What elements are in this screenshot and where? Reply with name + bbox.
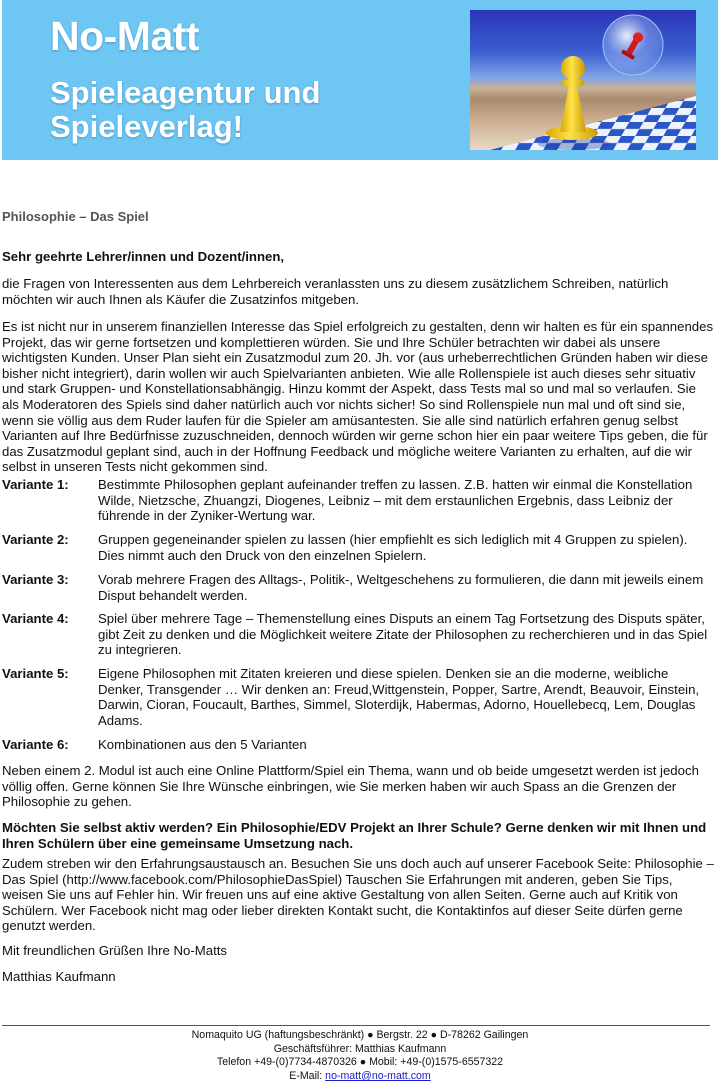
variant-label: Variante 1: — [2, 477, 69, 492]
variant-label: Variante 2: — [2, 532, 69, 547]
footer-email-prefix: E-Mail: — [289, 1070, 326, 1083]
tagline-line-1: Spieleagentur und — [50, 75, 321, 110]
footer — [0, 1029, 720, 1084]
paragraph-intro: die Fragen von Interessenten aus dem Lehrbereich veranlassten uns zu diesem zusätzlichem Schreiben, natürlich möchten wir auch Ihnen als Käufer die Zusatzinfos mitgeben. — [2, 276, 669, 307]
variant-label: Variante 6: — [2, 737, 69, 752]
brand-block — [50, 12, 320, 144]
variant-text: Gruppen gegeneinander spielen zu lassen (hier empfiehlt es sich lediglich mit 4 Gruppen zu spielen). Dies nimmt auch den Druck von den einzelnen Spielern. — [98, 532, 688, 563]
variant-label: Variante 5: — [2, 666, 69, 681]
variant-label: Variante 3: — [2, 572, 69, 587]
variant-text: Kombinationen aus den 5 Varianten — [98, 737, 307, 752]
salutation: Sehr geehrte Lehrer/innen und Dozent/innen, — [2, 249, 285, 264]
variant-text: Bestimmte Philosophen geplant aufeinander treffen zu lassen. Z.B. hatten wir einmal die Konstellation Wilde, Nietzsche, Zhuangzi, Diogenes, Leibniz – mit dem erstaunlichen Ergebnis, dass Leibniz der führende in der Zyniker-Wertung war. — [98, 477, 693, 524]
paragraph-call-to-action: Möchten Sie selbst aktiv werden? Ein Philosophie/EDV Projekt an Ihrer Schule? Gerne denken wir mit Ihnen und Ihren Schülern über eine gemeinsame Umsetzung nach. — [2, 820, 707, 851]
brand-name: No-Matt — [50, 13, 200, 59]
variant-text: Spiel über mehrere Tage – Themenstellung eines Disputs an einem Tag Fortsetzung des Disputs später, gibt Zeit zu denken und die Möglichkeit weitere Zitate der Philosophen zu recherchieren und in das Spiel zu integrieren. — [98, 611, 708, 658]
email-link[interactable]: no-matt@no-matt.com — [325, 1070, 431, 1083]
signature: Matthias Kaufmann — [2, 969, 116, 984]
variant-text: Eigene Philosophen mit Zitaten kreieren und diese spielen. Denken sie an die moderne, weibliche Denker, Transgender … Wir denken an: Freud,Wittgenstein, Popper, Sartre, Arendt, Beauvoir, Einstein, Darwin, Cioran, Foucault, Barthes, Simmel, Sloterdijk, Habermas, Adorno, Houellebecq, Lem, Douglas Adams. — [98, 666, 700, 728]
tagline-line-2: Spieleverlag! — [50, 109, 243, 144]
variant-label: Variante 4: — [2, 611, 69, 626]
footer-divider — [2, 1025, 710, 1026]
footer-company-line: Nomaquito UG (haftungsbeschränkt) ● Bergstr. 22 ● D-78262 Gailingen — [191, 1029, 529, 1041]
variant-text: Vorab mehrere Fragen des Alltags-, Politik-, Weltgeschehens zu formulieren, die dann mit jeweils einem Disput behandelt werden. — [98, 572, 704, 603]
brand-tagline — [50, 76, 320, 144]
closing-line: Mit freundlichen Grüßen Ihre No-Matts — [2, 943, 228, 958]
paragraph-main: Es ist nicht nur in unserem finanziellen Interesse das Spiel erfolgreich zu gestalten, denn wir halten es für ein spannendes Projekt, das wir gerne fortsetzen und komplettieren würden. Sie und Ihre Schüler betrachten wir dabei als unsere wichtigsten Kunden. Unser Plan sieht ein Zusatzmodul zum 20. Jh. vor (aus urheberrechtlichen Gründen haben wir diese bisher nicht integriert), darin wollen wir auch Spielvarianten anbieten. Wie alle Rollenspiele ist auch dieses sehr situativ und stark Gruppen- und Konstellationsabhängig. Hinzu kommt der Aspekt, dass Tests mal so und mal so verlaufen. Sie als Moderatoren des Spiels sind daher natürlich auch vor nichts sicher! So sind Rollenspiele nun mal und oft sind sie, wenn sie völlig aus dem Ruder laufen für die Spieler am amüsantesten. Sie alle sind natürlich erfahren genug selbst Varianten auf Ihre Bedürfnisse zuzuschneiden, dennoch würden wir gerne schon hier ein paar weitere Tips geben, die für das Zusatzmodul geplant sind, auch in der Hoffnung Feedback und mögliche weitere Varianten zu erhalten, auf die wir selbst in unseren Tests nicht gekommen sind. — [2, 319, 714, 475]
game-pawn-illustration — [470, 10, 696, 150]
document-heading: Philosophie – Das Spiel — [2, 209, 149, 224]
paragraph-online-platform: Neben einem 2. Modul ist auch eine Online Plattform/Spiel ein Thema, wann und ob beide umgesetzt werden ist jedoch völlig offen. Gerne können Sie Ihre Wünsche einbringen, wie Sie merken haben wir auch Spass an die Grenzen der Philosophie zu gehen. — [2, 763, 699, 810]
footer-manager-line: Geschäftsführer: Matthias Kaufmann — [273, 1042, 447, 1055]
paragraph-facebook: Zudem streben wir den Erfahrungsaustausch an. Besuchen Sie uns doch auch auf unserer Facebook Seite: Philosophie – Das Spiel (http://www.facebook.com/PhilosophieDasSpiel) Tauschen Sie Erfahrungen mit anderen, geben Sie Tips, weisen Sie uns auf Fehler hin. Wir freuen uns auf eine aktive Gestaltung von allen Seiten. Gerne auch auf Kritik von Schülern. Wer Facebook nicht mag oder lieber direkten Kontakt sucht, die Kontaktinfos auf dieser Seite dürfen gerne genutzt werden. — [2, 856, 714, 934]
header-banner — [2, 0, 718, 160]
footer-phone-line: Telefon +49-(0)7734-4870326 ● Mobil: +49-(0)1575-6557322 — [216, 1056, 504, 1069]
footer-email-line — [0, 1070, 720, 1084]
pawn-chessboard-image — [470, 10, 696, 150]
